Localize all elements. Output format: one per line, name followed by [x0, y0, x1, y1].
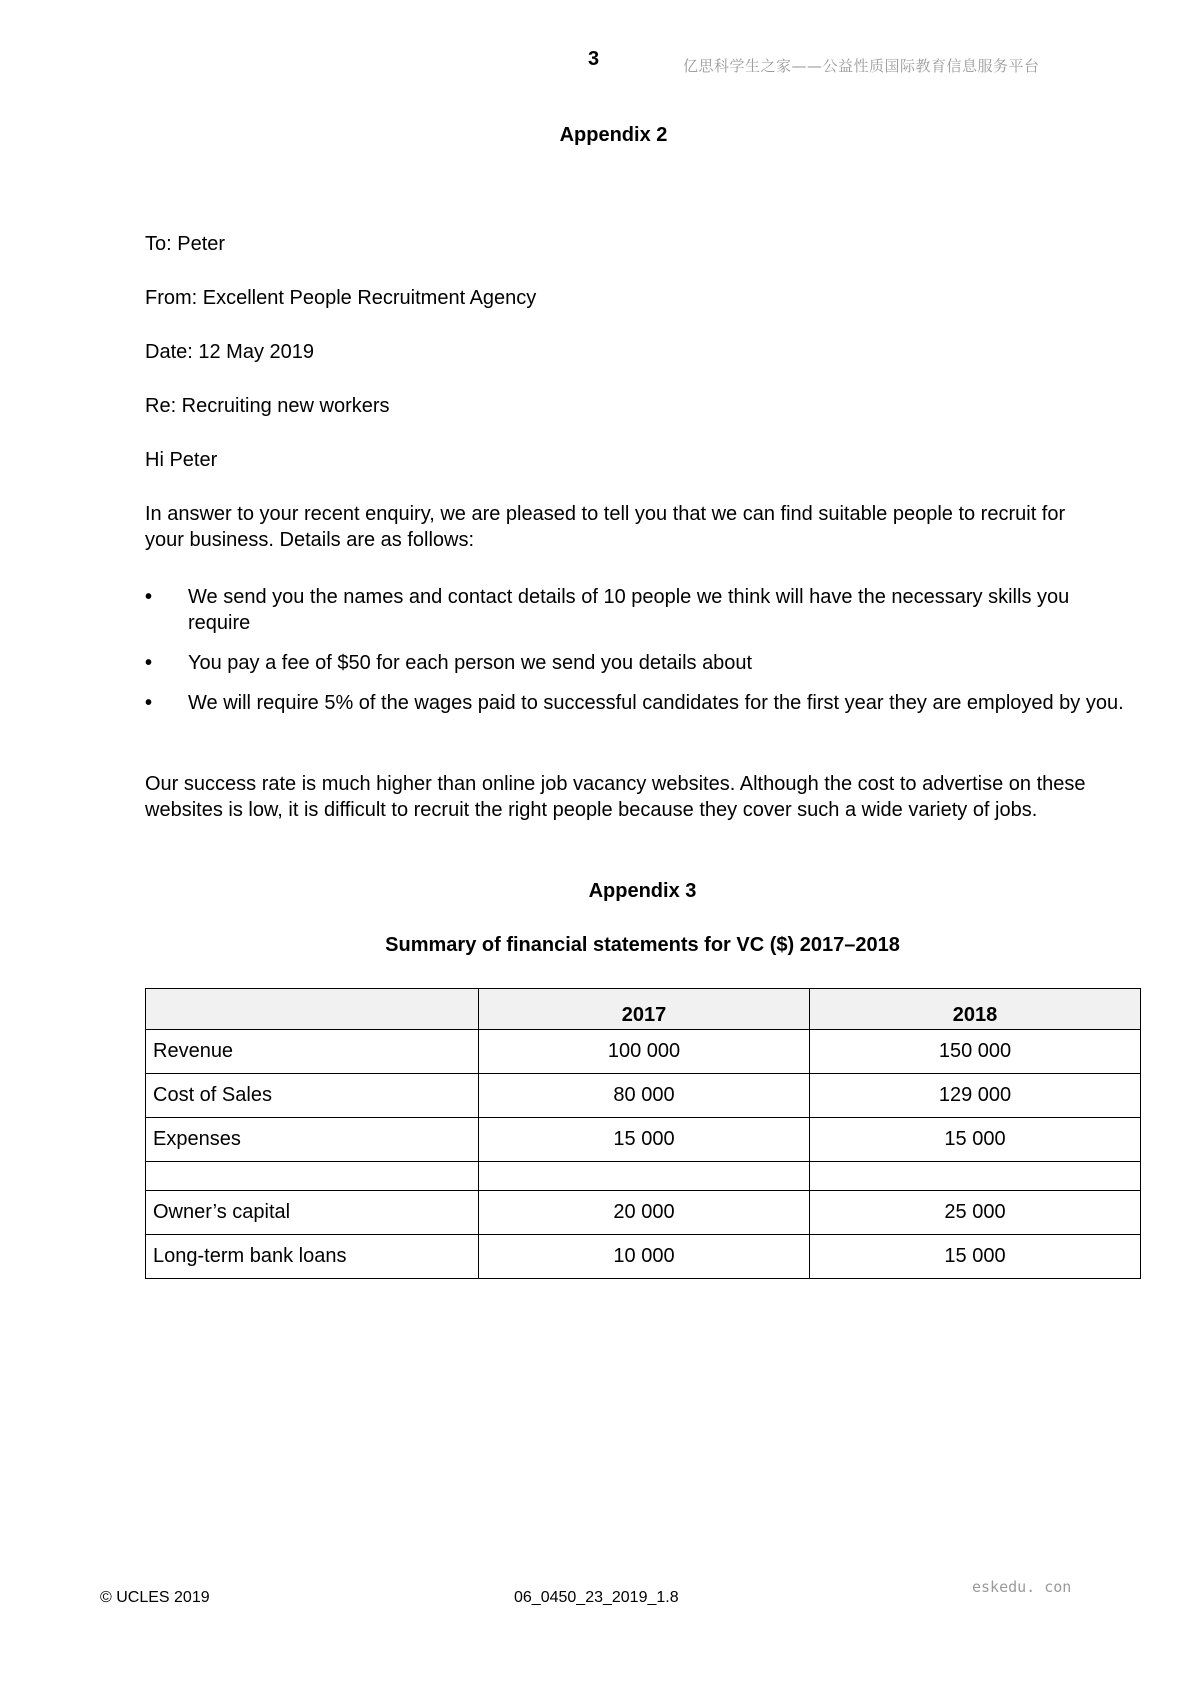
value-2017: 20 000	[479, 1191, 810, 1235]
value-2017: 100 000	[479, 1030, 810, 1074]
row-label: Revenue	[146, 1030, 479, 1074]
appendix-3-title: Appendix 3	[588, 880, 697, 902]
table-row	[146, 1191, 1141, 1235]
row-label: Owner’s capital	[146, 1191, 479, 1235]
footer-watermark: eskedu. con	[972, 1578, 1072, 1596]
row-label: Cost of Sales	[146, 1074, 479, 1118]
memo-to: To: Peter	[145, 233, 226, 255]
details-bullet-list	[145, 584, 1125, 730]
value-2017	[479, 1162, 810, 1191]
value-2018: 129 000	[810, 1074, 1141, 1118]
bullet-text: We send you the names and contact details of 10 people we think will have the necessary skills you require	[188, 586, 1070, 634]
appendix-2-title: Appendix 2	[559, 124, 668, 146]
memo-greeting: Hi Peter	[145, 449, 218, 471]
table-header-row	[146, 989, 1141, 1030]
value-2017: 80 000	[479, 1074, 810, 1118]
bullet-text: We will require 5% of the wages paid to successful candidates for the first year they are employed by you.	[188, 692, 1124, 714]
memo-intro-paragraph: In answer to your recent enquiry, we are pleased to tell you that we can find suitable people to recruit for your business. Details are as follows:	[145, 503, 1066, 551]
column-header-2018: 2018	[810, 989, 1141, 1030]
value-2017: 15 000	[479, 1118, 810, 1162]
memo-subject: Re: Recruiting new workers	[145, 395, 390, 417]
row-label: Expenses	[146, 1118, 479, 1162]
table-row	[146, 1118, 1141, 1162]
page-number: 3	[588, 48, 600, 70]
value-2018: 25 000	[810, 1191, 1141, 1235]
financial-table-title: Summary of financial statements for VC ($) 2017–2018	[385, 934, 900, 956]
value-2018: 15 000	[810, 1118, 1141, 1162]
table-row	[146, 1235, 1141, 1279]
bullet-icon: •	[145, 692, 153, 714]
financial-summary-table	[145, 988, 1141, 1279]
footer-document-code: 06_0450_23_2019_1.8	[514, 1589, 679, 1606]
bullet-text: You pay a fee of $50 for each person we send you details about	[188, 652, 753, 674]
value-2017: 10 000	[479, 1235, 810, 1279]
bullet-icon: •	[145, 652, 153, 674]
memo-date: Date: 12 May 2019	[145, 341, 314, 363]
table-spacer-row	[146, 1162, 1141, 1191]
list-item	[145, 690, 1125, 716]
list-item	[145, 584, 1125, 636]
row-label	[146, 1162, 479, 1191]
table-row	[146, 1074, 1141, 1118]
column-header-label	[146, 989, 479, 1030]
column-header-2017: 2017	[479, 989, 810, 1030]
header-watermark: 亿思科学生之家——公益性质国际教育信息服务平台	[683, 57, 1040, 75]
value-2018: 150 000	[810, 1030, 1141, 1074]
bullet-icon: •	[145, 586, 153, 608]
memo-from: From: Excellent People Recruitment Agency	[145, 287, 537, 309]
row-label: Long-term bank loans	[146, 1235, 479, 1279]
table-row	[146, 1030, 1141, 1074]
memo-closing-paragraph: Our success rate is much higher than online job vacancy websites. Although the cost to advertise on these websites is low, it is difficult to recruit the right people because they cover such a wide variety of jobs.	[145, 773, 1086, 821]
list-item	[145, 650, 1125, 676]
footer-copyright: © UCLES 2019	[100, 1589, 210, 1606]
value-2018	[810, 1162, 1141, 1191]
value-2018: 15 000	[810, 1235, 1141, 1279]
